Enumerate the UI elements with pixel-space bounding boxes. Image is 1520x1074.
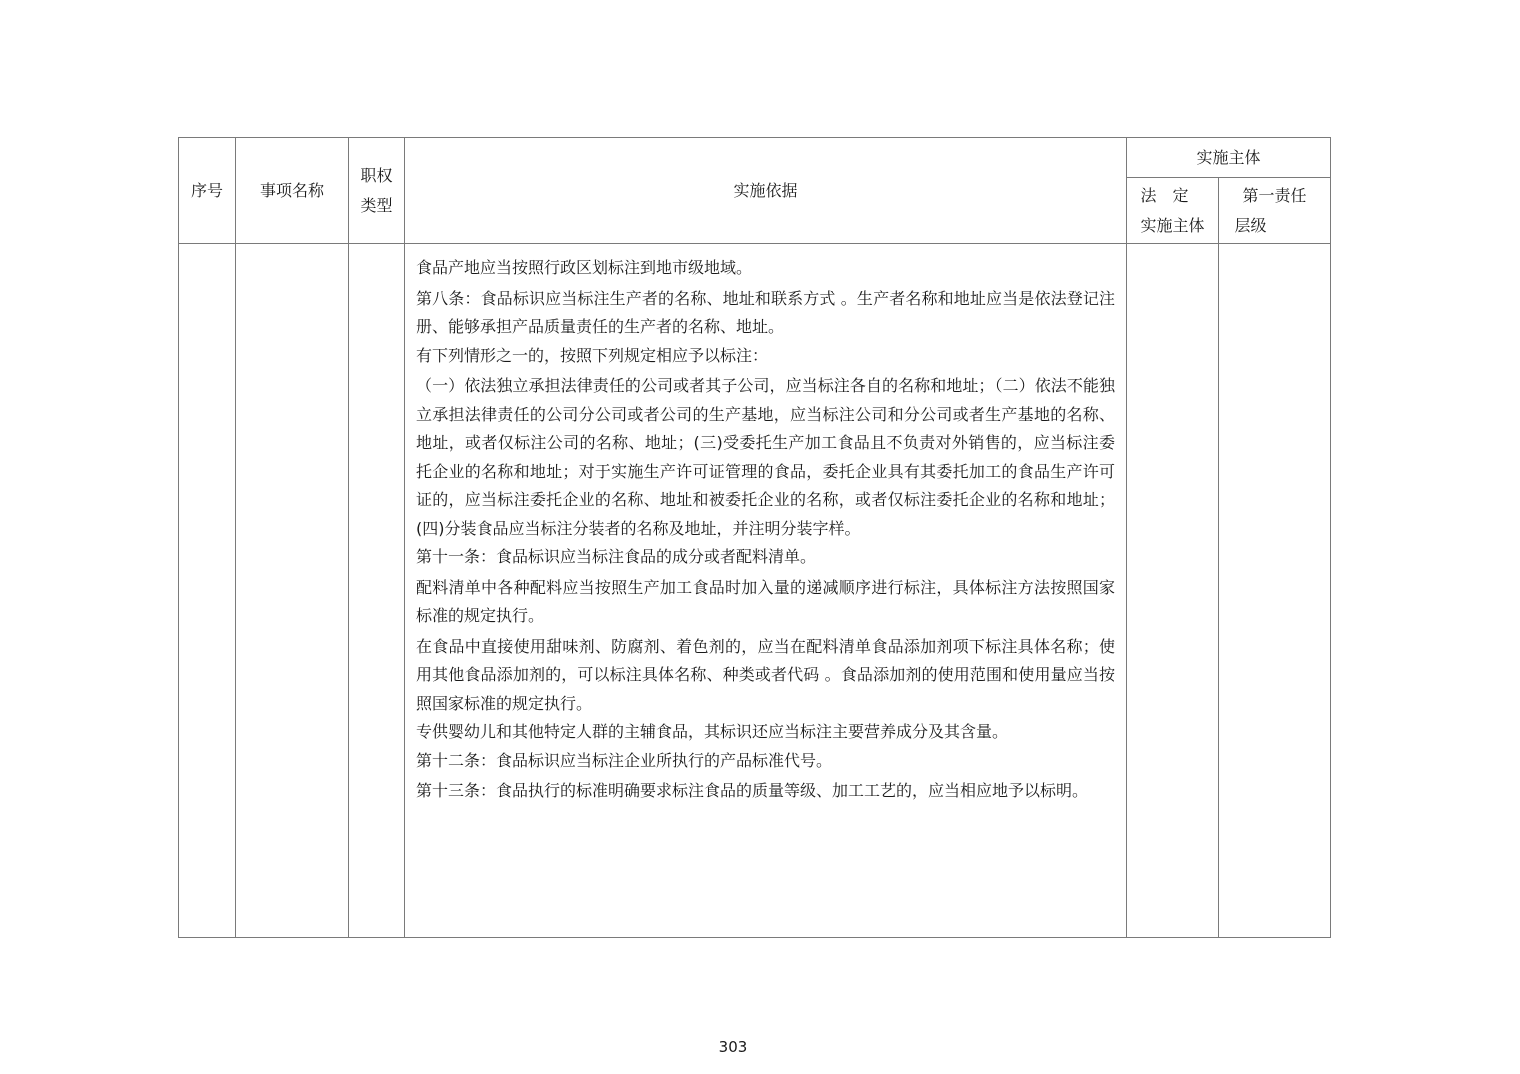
basis-paragraph: 第十一条：食品标识应当标注食品的成分或者配料清单。 <box>416 547 817 566</box>
page-number: 303 <box>718 1038 748 1056</box>
implementation-table <box>178 137 1331 938</box>
basis-paragraph: 食品产地应当按照行政区划标注到地市级地域。 <box>416 258 753 277</box>
header-seq: 序号 <box>179 138 236 244</box>
header-legal-subject <box>1127 178 1219 244</box>
basis-paragraph: （一）依法独立承担法律责任的公司或者其子公司，应当标注各自的名称和地址；（二）依法不能独立承担法律责任的公司分公司或者公司的生产基地，应当标注公司和分公司或者生产基地的名称、地址，或者仅标注公司的名称、地址；(三)受委托生产加工食品且不负责对外销售的，应当标注委托企业的名称和地址；对于实施生产许可证管理的食品，委托企业具有其委托加工的食品生产许可证的，应当标注委托企业的名称、地址和被委托企业的名称，或者仅标注委托企业的名称和地址；(四)分装食品应当标注分装者的名称及地址，并注明分装字样。 <box>416 376 1115 538</box>
header-item-name: 事项名称 <box>236 138 349 244</box>
header-first-resp <box>1219 178 1331 244</box>
basis-paragraph: 第十二条：食品标识应当标注企业所执行的产品标准代号。 <box>416 750 833 770</box>
header-basis: 实施依据 <box>405 138 1127 244</box>
cell-first-resp <box>1219 244 1331 938</box>
header-power-type <box>349 138 405 244</box>
basis-paragraph: 第八条：食品标识应当标注生产者的名称、地址和联系方式 。生产者名称和地址应当是依法登记注册、能够承担产品质量责任的生产者的名称、地址。 <box>416 288 1115 336</box>
basis-paragraph: 第十三条：食品执行的标准明确要求标注食品的质量等级、加工工艺的，应当相应地予以标明。 <box>416 781 1089 800</box>
basis-paragraph: 在食品中直接使用甜味剂、防腐剂、着色剂的，应当在配料清单食品添加剂项下标注具体名称；使用其他食品添加剂的，可以标注具体名称、种类或者代码 。食品添加剂的使用范围和使用量应当按照国家标准的规定执行。 <box>416 636 1115 713</box>
cell-basis <box>405 244 1127 938</box>
cell-item-name <box>236 244 349 938</box>
header-subject: 实施主体 <box>1127 138 1331 178</box>
header-first-resp-line1: 第一责任 <box>1242 185 1307 205</box>
basis-paragraph: 有下列情形之一的，按照下列规定相应予以标注： <box>416 345 769 365</box>
header-first-resp-line2: 层级 <box>1234 215 1267 235</box>
cell-legal-subject <box>1127 244 1219 938</box>
basis-paragraph: 配料清单中各种配料应当按照生产加工食品时加入量的递减顺序进行标注，具体标注方法按照国家标准的规定执行。 <box>416 577 1115 625</box>
header-legal-subject-line1: 法 定 <box>1140 185 1189 205</box>
header-power-type-line1: 职权 <box>360 165 393 185</box>
cell-power-type <box>349 244 405 938</box>
header-power-type-line2: 类型 <box>360 195 393 215</box>
basis-paragraph: 专供婴幼儿和其他特定人群的主辅食品，其标识还应当标注主要营养成分及其含量。 <box>416 722 1009 741</box>
cell-seq <box>179 244 236 938</box>
header-legal-subject-line2: 实施主体 <box>1140 215 1205 235</box>
